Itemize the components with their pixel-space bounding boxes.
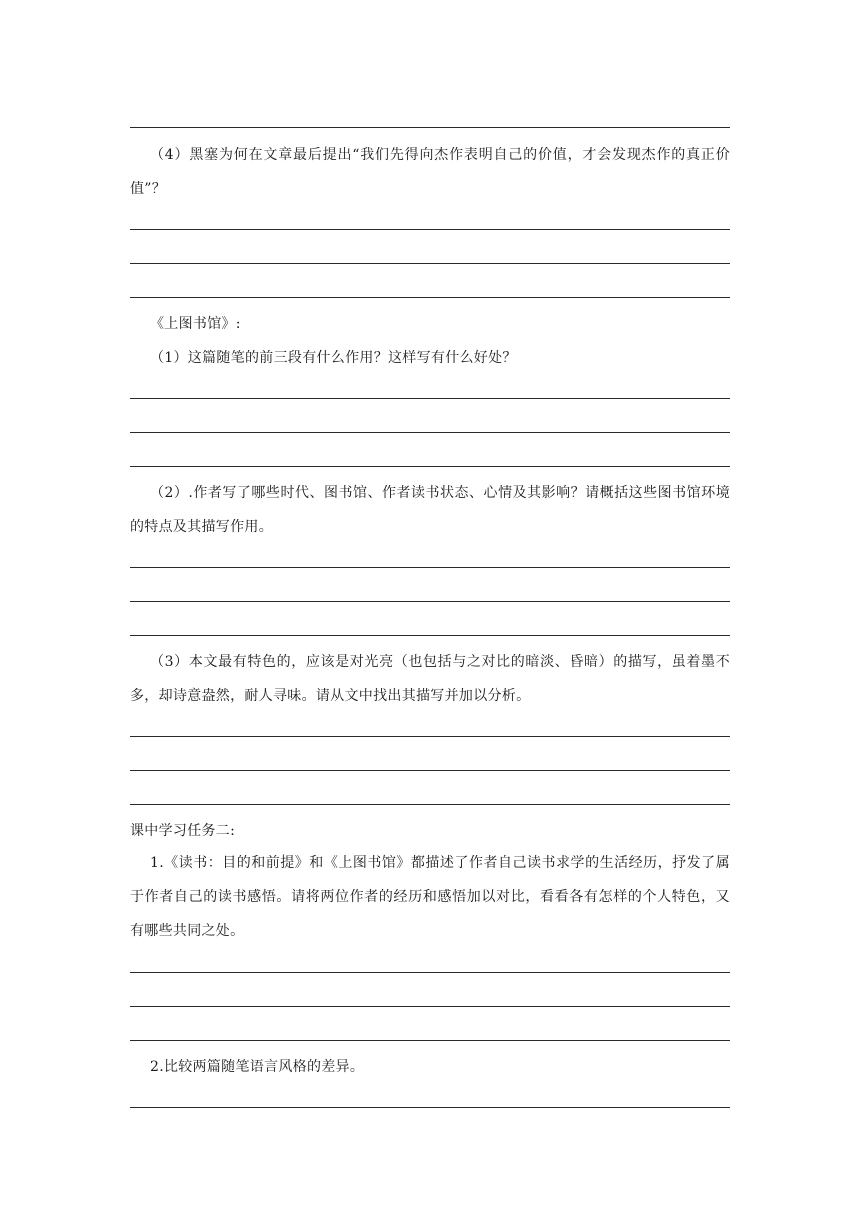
question-3: （3）本文最有特色的，应该是对光亮（也包括与之对比的暗淡、昏暗）的描写，虽着墨不多，却诗意盎然，耐人寻味。请从文中找出其描写并加以分析。 — [130, 654, 730, 704]
answer-line — [130, 567, 730, 568]
answer-line — [130, 1107, 730, 1108]
answer-line — [130, 770, 730, 771]
answer-line — [130, 398, 730, 399]
answer-line — [130, 432, 730, 433]
task-2-question-2: 2.比较两篇随笔语言风格的差异。 — [150, 1059, 365, 1075]
task-2-question-1: 1.《读书：目的和前提》和《上图书馆》都描述了作者自己读书求学的生活经历，抒发了属于作者自己的读书感悟。请将两位作者的经历和感悟加以对比，看看各有怎样的个人特色，又有哪些共同之处。 — [130, 855, 730, 939]
task-2-title: 课中学习任务二: — [130, 823, 236, 839]
answer-line — [130, 297, 730, 298]
question-4: （4）黑塞为何在文章最后提出“我们先得向杰作表明自己的价值，才会发现杰作的真正价值”？ — [130, 147, 730, 197]
answer-line — [130, 972, 730, 973]
answer-line — [130, 263, 730, 264]
answer-line — [130, 736, 730, 737]
answer-line — [130, 804, 730, 805]
answer-line — [130, 127, 730, 128]
section-title-library: 《上图书馆》: — [150, 316, 241, 332]
question-1: （1）这篇随笔的前三段有什么作用？这样写有什么好处？ — [150, 350, 517, 366]
answer-line — [130, 1040, 730, 1041]
answer-line — [130, 635, 730, 636]
question-2: （2）.作者写了哪些时代、图书馆、作者读书状态、心情及其影响？请概括这些图书馆环境的特点及其描写作用。 — [130, 485, 730, 535]
answer-line — [130, 1006, 730, 1007]
answer-line — [130, 601, 730, 602]
answer-line — [130, 466, 730, 467]
answer-line — [130, 229, 730, 230]
